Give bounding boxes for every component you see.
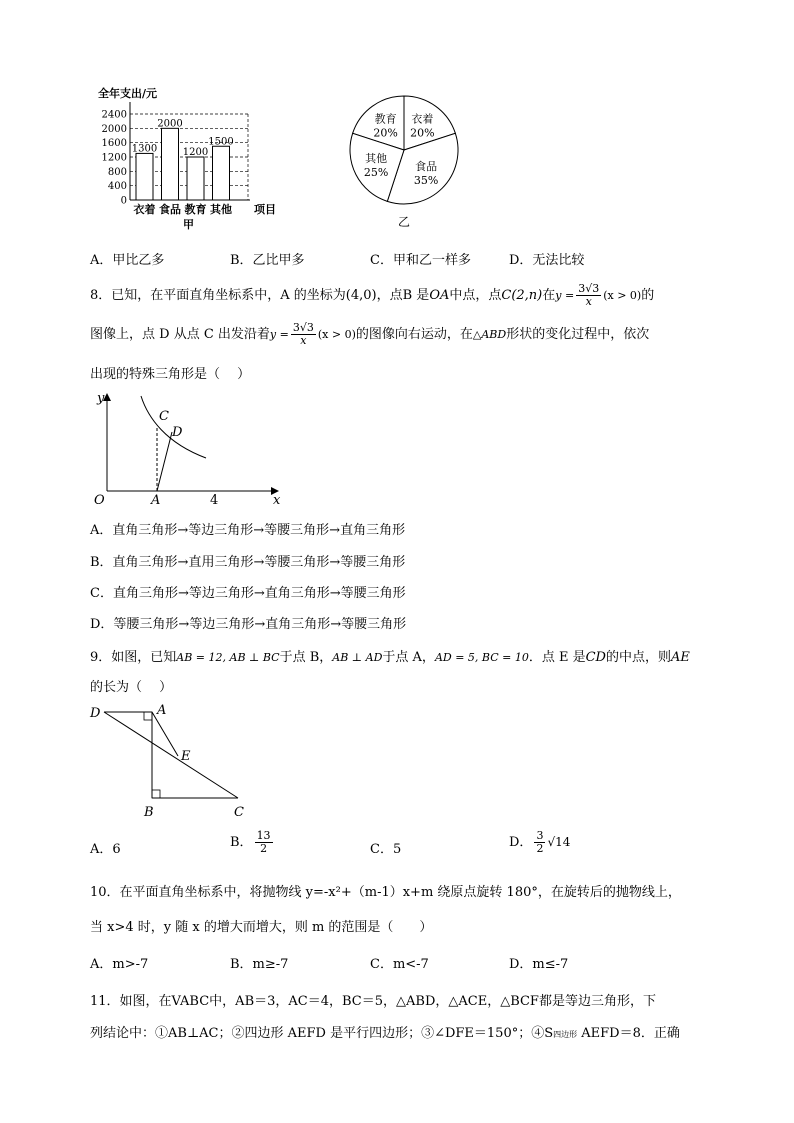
bar-category-label: 食品 (159, 203, 181, 216)
q9-line-2: 的长为（ ） (90, 680, 173, 695)
q8-fig-o: O (94, 493, 105, 508)
q8-fraction-2: $\frac{3√3}{x}$ (292, 321, 314, 347)
bar-ytick-label: 800 (107, 166, 127, 178)
pie-chart (340, 92, 470, 232)
q7-option-d[interactable]: D．无法比较 (509, 253, 585, 268)
pie-slice-label: 衣着 (411, 112, 434, 126)
q9-fig-b: B (144, 805, 154, 820)
q9-fig-a: A (157, 703, 167, 718)
q9-cond-2: AB ⊥ AD (332, 651, 383, 664)
pie-slice-pct: 25% (363, 166, 389, 180)
q9-figure (86, 700, 256, 825)
bar-category-label: 其他 (210, 203, 232, 216)
q8-point-c: C(2,n) (501, 288, 543, 303)
q11-line-1: 11．如图，在VABC中，AB＝3，AC＝4，BC＝5，△ABD，△ACE，△BCF都是等边三角形，下 (90, 994, 656, 1009)
q8-option-d[interactable]: D．等腰三角形→等边三角形→直角三角形→等腰三角形 (90, 617, 407, 632)
pie-slice-pct: 20% (410, 126, 435, 140)
q9-option-a[interactable]: A．6 (90, 842, 121, 857)
bar-chart-xlabel: 项目 (254, 203, 276, 216)
q10-option-c[interactable]: C．m<-7 (370, 957, 429, 972)
q7-option-b[interactable]: B．乙比甲多 (230, 253, 305, 268)
bar-ytick-label: 1600 (101, 138, 127, 150)
pie-slice-label: 教育 (374, 112, 397, 126)
bar-chart (90, 82, 290, 232)
q8-fig-d: D (172, 425, 183, 440)
q8-option-a[interactable]: A．直角三角形→等边三角形→等腰三角形→直角三角形 (90, 523, 406, 538)
bar-value-label: 2000 (157, 118, 183, 130)
pie-slice-label: 食品 (415, 160, 438, 174)
pie-slice-label: 其他 (365, 152, 388, 166)
q10-option-b[interactable]: B．m≥-7 (230, 957, 289, 972)
q11-line-2: 列结论中：①AB⊥AC；②四边形 AEFD 是平行四边形；③∠DFE＝150°；④S四边形 AEFD＝8．正确 (90, 1026, 680, 1041)
q9-option-b[interactable]: B． $\frac{13}{2}$ (230, 829, 271, 855)
q9-cond-1: AB = 12, AB ⊥ BC (176, 651, 280, 664)
q8-figure (88, 388, 288, 508)
q8-triangle: △ABD (472, 328, 507, 341)
bar-教育 (187, 157, 204, 200)
bar-食品 (162, 128, 179, 200)
bar-ytick-label: 2000 (101, 123, 127, 135)
q8-fig-c: C (159, 409, 169, 424)
q9-fig-d: D (90, 706, 101, 721)
bar-value-label: 1300 (131, 143, 158, 155)
q7-option-c[interactable]: C．甲和乙一样多 (370, 253, 471, 268)
q10-line-2: 当 x>4 时，y 随 x 的增大而增大，则 m 的范围是（ ） (90, 920, 433, 935)
bar-value-label: 1500 (208, 136, 234, 148)
q8-line-2: 图像上，点 D 从点 C 出发沿着y = $\frac{3√3}{x}$ (x > 0)的图像向右运动，在△ABD形状的变化过程中，依次 (90, 321, 650, 347)
q9-cond-3: AD = 5, BC = 10 (434, 651, 529, 664)
q8-option-c[interactable]: C．直角三角形→等边三角形→直角三角形→等腰三角形 (90, 586, 406, 601)
q8-fig-y: y (97, 391, 105, 406)
bar-衣着 (136, 153, 153, 200)
q8-oa: OA (429, 288, 450, 303)
q10-option-a[interactable]: A．m>-7 (90, 957, 149, 972)
q8-fig-x: x (273, 493, 281, 508)
q8-line-3: 出现的特殊三角形是（ ） (90, 367, 251, 382)
bar-其他 (213, 146, 230, 200)
q8-line-1: 8．已知，在平面直角坐标系中，A 的坐标为(4,0)，点B 是OA中点，点C(2,n)在y = $\frac{3√3}{x}$ (x > 0)的 (90, 282, 655, 308)
pie-slice-pct: 20% (373, 126, 398, 140)
pie-caption: 乙 (398, 215, 411, 229)
q9-line-1: 9．如图，已知AB = 12, AB ⊥ BC于点 B，AB ⊥ AD于点 A，AD = 5, BC = 10．点 E 是CD的中点，则AE (90, 650, 690, 665)
bar-ytick-label: 1200 (101, 152, 127, 164)
bar-chart-caption: 甲 (183, 218, 194, 231)
bar-category-label: 衣着 (133, 203, 156, 216)
q10-option-d[interactable]: D．m≤-7 (509, 957, 569, 972)
q8-fraction: $\frac{3√3}{x}$ (578, 282, 600, 308)
q9-fig-e: E (181, 749, 191, 764)
q8-fig-a: A (151, 493, 161, 508)
bar-category-label: 教育 (184, 203, 207, 216)
q8-fig-four: 4 (210, 493, 219, 508)
q8-coord-a: (4,0) (345, 288, 377, 303)
q8-option-b[interactable]: B．直角三角形→直用三角形→等腰三角形→等腰三角形 (90, 555, 406, 570)
bar-ytick-label: 0 (120, 195, 127, 207)
q10-line-1: 10．在平面直角坐标系中，将抛物线 y=-x²+（m-1）x+m 绕原点旋转 180°，在旋转后的抛物线上， (90, 885, 681, 900)
bar-ytick-label: 2400 (101, 109, 127, 121)
bar-value-label: 1200 (182, 147, 209, 158)
q9-option-d[interactable]: D． $\frac{3}{2}$ √14 (509, 829, 571, 855)
q9-fig-c: C (234, 805, 244, 820)
q7-option-a[interactable]: A．甲比乙多 (90, 253, 165, 268)
bar-ytick-label: 400 (107, 181, 127, 193)
bar-chart-ylabel: 全年支出/元 (98, 87, 158, 100)
pie-slice-pct: 35% (413, 174, 439, 188)
q9-option-c[interactable]: C．5 (370, 842, 402, 857)
